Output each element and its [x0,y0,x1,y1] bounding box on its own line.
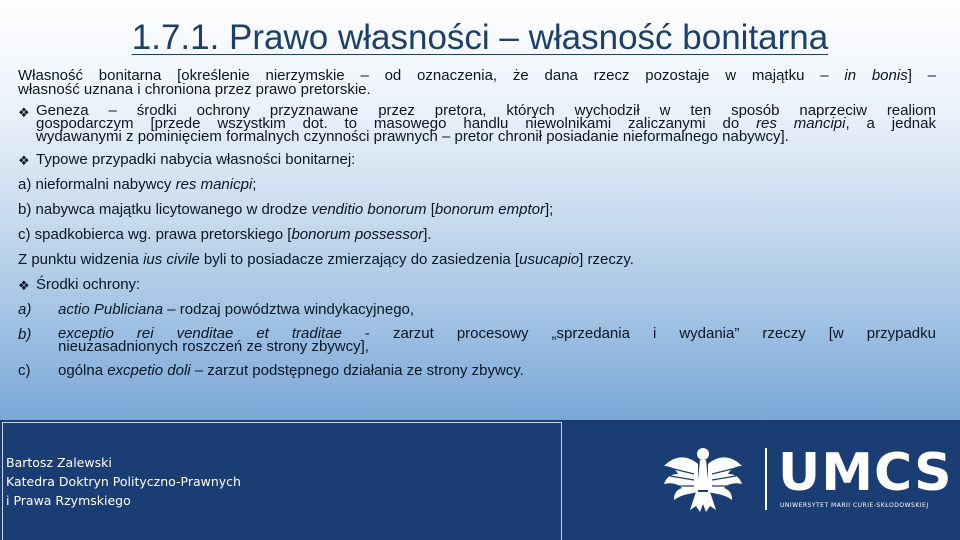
remedy-c [18,363,936,378]
diamond-bullet-icon: ❖ [18,278,30,293]
definition-line-2: własność uznana i chroniona przez prawo pretorskie. [18,81,371,98]
remedy-b-label: b) [18,326,32,343]
remedy-b-text-2: nieuzasadnionych roszczeń ze strony zbywcy], [58,338,369,355]
logo-separator [765,448,767,510]
z-punktu-line [18,252,936,267]
geneza-bullet [18,104,936,143]
geneza-line-3: wydawanymi z pominięciem formalnych czynności prawnych – pretor chronił posiadanie nieformalnego nabywcy]. [36,128,789,145]
umcs-logo: UMCS [778,443,953,503]
case-b [18,202,936,217]
university-name: UNIWERSYTET MARII CURIE-SKŁODOWSKIEJ [780,502,929,509]
typowe-heading: Typowe przypadki nabycia własności bonitarnej: [36,151,356,168]
remedy-b [18,327,936,353]
typowe-bullet [18,152,936,167]
author-name: Bartosz Zalewski [6,455,112,470]
diamond-bullet-icon: ❖ [18,105,30,120]
geneza-term: res mancipi [756,115,846,132]
department-line-2: i Prawa Rzymskiego [6,493,131,508]
case-a [18,177,936,192]
remedy-c-text: ogólna [58,362,108,379]
geneza-text: gospodarczym [przede wszystkim dot. to masowego handlu niewolnikami zaliczanymi do [36,115,757,132]
geneza-line-1: Geneza – środki ochrony przyznawane przez pretora, których wychodził w ten sposób naprzeciw realiom [36,102,936,119]
remedy-a-label: a) [18,301,32,318]
case-c-term: bonorum possessor [291,226,424,243]
slide-title: 1.7.1. Prawo własności – własność bonitarna [131,18,829,57]
z-term-2: usucapio [519,251,580,268]
z-text: Z punktu widzenia [18,251,144,268]
case-b-term-1: venditio bonorum [311,201,427,218]
slide-body [18,69,936,378]
definition-term: in bonis [844,67,908,84]
remedy-a-text: – rodzaj powództwa windykacyjnego, [163,301,415,318]
case-b-term-2: bonorum emptor [434,201,545,218]
case-a-text: a) nieformalni nabywcy [18,176,176,193]
case-b-end: ]; [544,201,554,218]
remedy-a-term: actio Publiciana [58,301,164,318]
remedy-b-term: exceptio rei venditae et traditae [58,325,342,342]
srodki-heading: Środki ochrony: [36,276,141,293]
author-info [6,453,241,510]
z-end: ] rzeczy. [579,251,634,268]
department-line-1: Katedra Doktryn Polityczno-Prawnych [6,474,241,489]
definition-text: Własność bonitarna [określenie nierzymskie – od oznaczenia, że dana rzecz pozostaje w majątku – [18,67,845,84]
eagle-emblem-icon [660,440,746,516]
definition-text-end: ] – [907,67,937,84]
srodki-bullet [18,277,936,292]
case-a-end: ; [252,176,257,193]
z-term-1: ius civile [143,251,200,268]
remedy-a [18,302,936,317]
z-mid: byli to posiadacze zmierzający do zasiedzenia [ [199,251,520,268]
diamond-bullet-icon: ❖ [18,153,30,168]
remedy-c-end: – zarzut podstępnego działania ze strony zbywcy. [190,362,524,379]
case-c-text: c) spadkobierca wg. prawa pretorskiego [ [18,226,292,243]
remedy-b-text: - zarzut procesowy „sprzedania i wydania” rzeczy [w przypadku [341,325,936,342]
case-c [18,227,936,242]
case-c-end: ]. [423,226,432,243]
case-b-text: b) nabywca majątku licytowanego w drodze [18,201,312,218]
case-b-mid: [ [426,201,435,218]
geneza-text-end: , a jednak [845,115,936,132]
case-a-term: res manicpi [175,176,253,193]
remedy-c-label: c) [18,362,31,379]
remedy-c-term: excpetio doli [107,362,191,379]
